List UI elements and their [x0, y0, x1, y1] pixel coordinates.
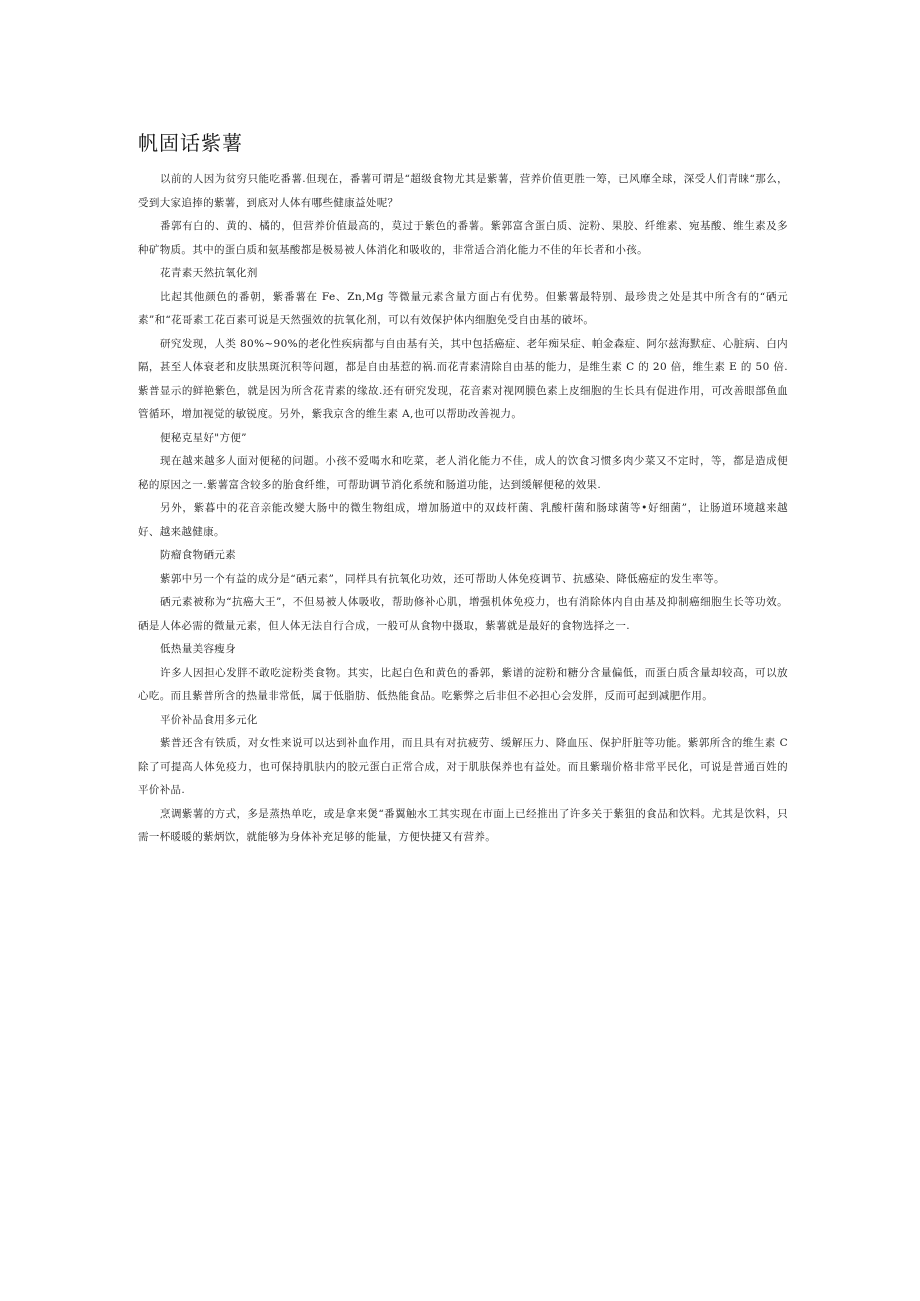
- document-page: [138, 128, 788, 850]
- paragraph: 硒元素被称为“抗癌大王”，不但易被人体吸收，帮助修补心肌，增强机体免疫力，也有消除体内自由基及抑制癌细胞生长等功效。硒是人体必需的微量元素，但人体无法自行合成，一般可从食物中摄取，紫薯就是最好的食物选择之一.: [138, 596, 788, 632]
- section-heading: 便秘克星好"方便”: [160, 431, 247, 444]
- paragraph: 以前的人因为贫穷只能吃番薯.但现在，番薯可谓是“超级食物尤其是紫薯，营养价值更胜一筹，已风靡全球，深受人们青睐“那么，受到大家追捧的紫薯，到底对人体有哪些健康益处呢？: [138, 173, 788, 209]
- paragraph: 紫普还含有铁质，对女性来说可以达到补血作用，而且具有对抗疲劳、缓解压力、降血压、保护肝脏等功能。紫郭所含的维生素 C 除了可提高人体免疫力，也可保持肌肤内的胶元蛋白正常合成，对于肌肤保养也有益处。而且紫瑞价格非常平民化，可说是普通百姓的平价补品.: [138, 737, 788, 796]
- document-body: [138, 168, 788, 850]
- paragraph: 烹调紫薯的方式，多是蒸热单吃，或是拿来煲“番翼触水工其实现在市面上已经推出了许多关于紫狙的食品和饮料。尤其是饮料，只需一杯暖暖的紫炳饮，就能够为身体补充足够的能量，方便快捷又有营养。: [138, 807, 788, 843]
- section-heading: 低热量美容瘦身: [160, 643, 236, 655]
- paragraph: 研究发现，人类 80%~90%的老化性疾病都与自由基有关，其中包括癌症、老年痴呆症、帕金森症、阿尔兹海默症、心脏病、白内隔，甚至人体衰老和皮肤黑斑沉积等问题，都是自由基惹的祸.而花青素清除自由基的能力，是维生素 C 的 20 倍，维生素 E 的 50 倍.紫普显示的鲜艳紫色，就是因为所含花青素的缘故.还有研究发现，花音素对视网膜色素上皮细胞的生长具有促进作用，可改善眼部鱼血管循环，增加视觉的敏锐度。另外，紫我京含的维生素 A,也可以帮助改善视力。: [138, 337, 788, 420]
- paragraph: 另外，紫暮中的花音亲能改變大肠中的微生物组成，增加肠道中的双歧杆菌、乳酸杆菌和肠球菌等•好细菌”，让肠道环境越来越好、越来越健康。: [138, 502, 788, 538]
- section-heading: 花青素天然抗氧化剂: [160, 267, 258, 279]
- paragraph: 现在越来越多人面对便秘的问题。小孩不爱喝水和吃菜，老人消化能力不佳，成人的饮食习惯多肉少菜又不定时，等，都是造成便秘的原因之一.紫薯富含较多的胎食纤维，可帮助调节消化系统和肠道功能，达到缓解便秘的效果.: [138, 455, 788, 491]
- page-title: 帆固话紫薯: [138, 131, 243, 155]
- section-heading: 防瘤食物硒元素: [160, 549, 236, 561]
- paragraph: 番郭有白的、黄的、橘的，但营养价值最高的，莫过于紫色的番薯。紫郭富含蛋白质、淀粉、果胶、纤维素、宛基酸、维生素及多种矿物质。其中的蛋白质和氨基酸都是极易被人体消化和吸收的，非常适合消化能力不佳的年长者和小孩。: [138, 220, 788, 256]
- paragraph: 比起其他颜色的番朝，紫番薯在 Fe、Zn,Mg 等微量元素含量方面占有优势。但紫薯最特别、最珍贵之处是其中所含有的“硒元素”和“花哥素工花百素可说是天然强效的抗氧化剂，可以有效保护体内细胞免受自由基的破坏。: [138, 290, 788, 326]
- paragraph: 紫郭中另一个有益的成分是“硒元素”，同样具有抗氧化功效，还可帮助人体免疫调节、抗感染、降低癌症的发生率等。: [160, 572, 725, 585]
- section-heading: 平价补品食用多元化: [160, 713, 258, 726]
- paragraph: 许多人因担心发胖不敢吃淀粉类食物。其实，比起白色和黄色的番郭，紫谱的淀粉和糖分含量偏低，而蛋白质含量却较高，可以放心吃。而且紫普所含的热量非常低，属于低脂肪、低热能食品。吃紫弊之后非但不必担心会发胖，反而可起到减肥作用。: [138, 666, 788, 702]
